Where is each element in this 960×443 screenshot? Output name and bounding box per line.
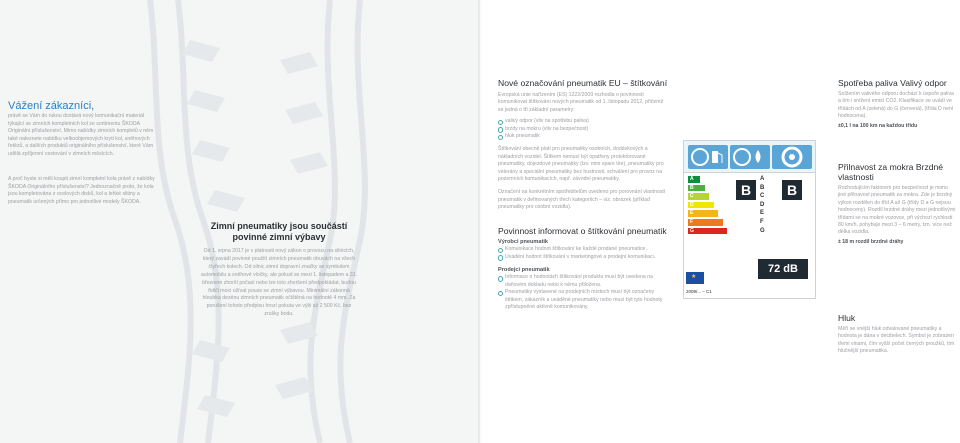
wet-grade-letter: A <box>760 176 765 182</box>
wet-grip-scale <box>760 175 765 235</box>
wet-grade-letter: G <box>760 227 765 234</box>
wet-grip-text: Rozhodujícím faktorem pro bezpečnost je mimo jiné přilnavost pneumatik za mokra. Zde je brzdný výkon rozdělen do tříd A až G (třídy D a G nejsou hodnoceny). Rozdíl brzdné dráhy mezi jednotlivými třídami se na mokré vozovce, při výchozí rychlosti 80 km/h, pohybuje mezi 3 – 6 metry, tzn. více než délka vozidla. <box>838 185 956 236</box>
winter-tires-text: Od 1. srpna 2017 je v platnosti nový zákon o provozu na silnicích, který zavádí povinné použití zimních pneumatik obuvách na všech čtyřech kolech. Od silnic zimní dopravní značky se symbolem automobilu a sněhové vločky, ale pokud se mezi 1. listopadem a 31. březnem zhorší počasí nebo lze toto zhoršení předpokládat, budou řidiči moci užívat pouze se zimní výbavou. Minimální zákonná hloubka dezénu zimních pneumatik očištěná na hodnotě 4 mm. Za porušení tohoto předpisu hrozí pokuta ve výši až 2 500 Kč, bez zrušky bodu. <box>200 248 358 318</box>
wet-grip-icon <box>730 145 770 169</box>
page-spine <box>478 0 482 443</box>
intro-text-2: A proč byste si měli koupit zimní kompletní kola právě z nabídky ŠKODA Originálního příslušenství? Jednoznačně proto, že kola jsou kompletována z ocelových disků, kol a lehké slitiny a pneumatik určených přímo pro jednotlivé modely ŠKODA. <box>8 176 155 205</box>
fuel-grade-bar: A <box>688 176 700 183</box>
winter-tires-section <box>200 221 358 319</box>
sellers-bullet: Informace o hodnotách štítkování produktu musí být uvedena na daňovém dokladu nebo k němu přiložena. <box>498 274 668 289</box>
sellers-bullet: Pneumatiky vystavené na prodejních místech musí být označeny štítkem, zákazník a uváděné pneumatiky nebo musí být tyto hodnoty zpřístupněné aktivně komunikovány. <box>498 289 668 311</box>
wet-grade-letter: C <box>760 193 765 200</box>
fuel-grade-bar: D <box>688 202 714 209</box>
fuel-grade-bar: G <box>688 228 727 235</box>
eu-bullet: brzdy na mokru (vliv na bezpečnost) <box>498 126 668 133</box>
fuel-grade-bar: F <box>688 219 723 226</box>
eu-labeling-intro: Evropská unie nařízením (ES) 1222/2009 rozhodla o povinnosti komunikovat štítkování nových pneumatik od 1. listopadu 2012, přičemž se jedná o tři základní parametry: <box>498 92 664 113</box>
eu-bullet: hluk pneumatik <box>498 133 668 140</box>
label-code: 2009/... – C1 <box>686 289 712 294</box>
tire-icon <box>772 145 812 169</box>
manufacturers-title: Výrobci pneumatik <box>498 238 549 245</box>
wet-grade-letter: D <box>760 201 765 208</box>
fuel-pump-icon <box>688 145 728 169</box>
intro-text-1: právě se Vám do rukou dostává nový komunikační materiál týkající se zimních kompletních kol ze sortimentu ŠKODA Originální příslušenství. Mimo nabídky zimních kompletů v něm také naleznete nabídku velkoobjemových kryti kol, sněhových řetězů, a dalších produktů originálního příslušenství, které Vám udělá zpříjemní cestování v zimních měsících. <box>8 113 154 157</box>
fuel-highlight: ±0,1 l na 100 km na každou třídu <box>838 122 918 129</box>
wet-grade-marker: B <box>782 180 802 200</box>
label-header <box>684 141 815 173</box>
eu-bullet: valivý odpor (vliv na spotřebu paliva) <box>498 118 668 125</box>
fuel-title: Spotřeba paliva Valivý odpor <box>838 78 947 88</box>
eu-flag-icon <box>686 272 704 284</box>
noise-title: Hluk <box>838 313 856 323</box>
eu-labeling-text-2: Označení na konkrétním spotřebitelům uvedeno pro porovnání vlastností pneumatik v definovaných třech kategoriích – viz. obrázek (příklad pneumatiky pro osobní vozidla). <box>498 189 666 211</box>
eu-labeling-title: Nové označování pneumatik EU – štítkování <box>498 78 668 88</box>
wet-grade-letter: E <box>760 210 765 217</box>
eu-labeling-text-1: Štítkování obecně platí pro pneumatiky osobních, dodávkových a nákladních vozidel. Štítkem nemusí být opatřeny protektorované pneumatiky, dojezdové pneumatiky (tzv. mini spare tire), pneumatiky pro veterány a speciální pneumatiky bez hustnosti, schválení pro provoz na pozemních komunikacích, např. závodní pneumatiky. <box>498 146 664 183</box>
greeting-heading: Vážení zákazníci, <box>8 100 95 112</box>
fuel-grade-bar: C <box>688 193 709 200</box>
wet-grade-letter: B <box>760 184 765 191</box>
fuel-text: Snížením valivého odporu dochází k úspoře paliva a tím i snížení emisí CO2. Klasifikace se uvádí ve třídách od A (zelená) do G (červená), (třída D není hodnocena). <box>838 91 954 120</box>
fuel-grade-bar: E <box>688 210 718 217</box>
intro-paragraph-2 <box>8 176 158 210</box>
fuel-section <box>838 78 956 134</box>
intro-paragraph-1 <box>8 113 158 163</box>
wet-grip-title: Přilnavost za mokra Brzdné vlastnosti <box>838 162 944 182</box>
eu-labeling-column <box>498 78 668 311</box>
wet-grip-highlight: ± 18 m rozdíl brzdné dráhy <box>838 238 904 245</box>
wet-grip-section <box>838 162 956 250</box>
manufacturers-bullet: Komunikace hodnot štítkování ke každé prodané pneumatice. <box>498 246 668 253</box>
winter-tires-title: Zimní pneumatiky jsou součástí povinné zimní výbavy <box>210 221 348 242</box>
noise-section <box>838 313 956 360</box>
sellers-title: Prodejci pneumatik <box>498 266 550 273</box>
fuel-grade-marker: B <box>736 180 756 200</box>
noise-value: 72 dB <box>758 259 808 279</box>
obligation-title: Povinnost informovat o štítkování pneumatik <box>498 225 667 236</box>
manufacturers-bullet: Uvádění hodnot štítkování v marketingové a prodejní komunikaci. <box>498 254 668 261</box>
fuel-grade-bar: B <box>688 185 705 192</box>
wet-grade-letter: F <box>760 218 764 225</box>
noise-text: Měří se vnější hluk odvalované pneumatiky a hodnota je dána v decibelech. Symbol je zobrazen třemi vlnami, čím vyšší počet černých proužků, tím hlučnější pneumatika. <box>838 326 955 355</box>
